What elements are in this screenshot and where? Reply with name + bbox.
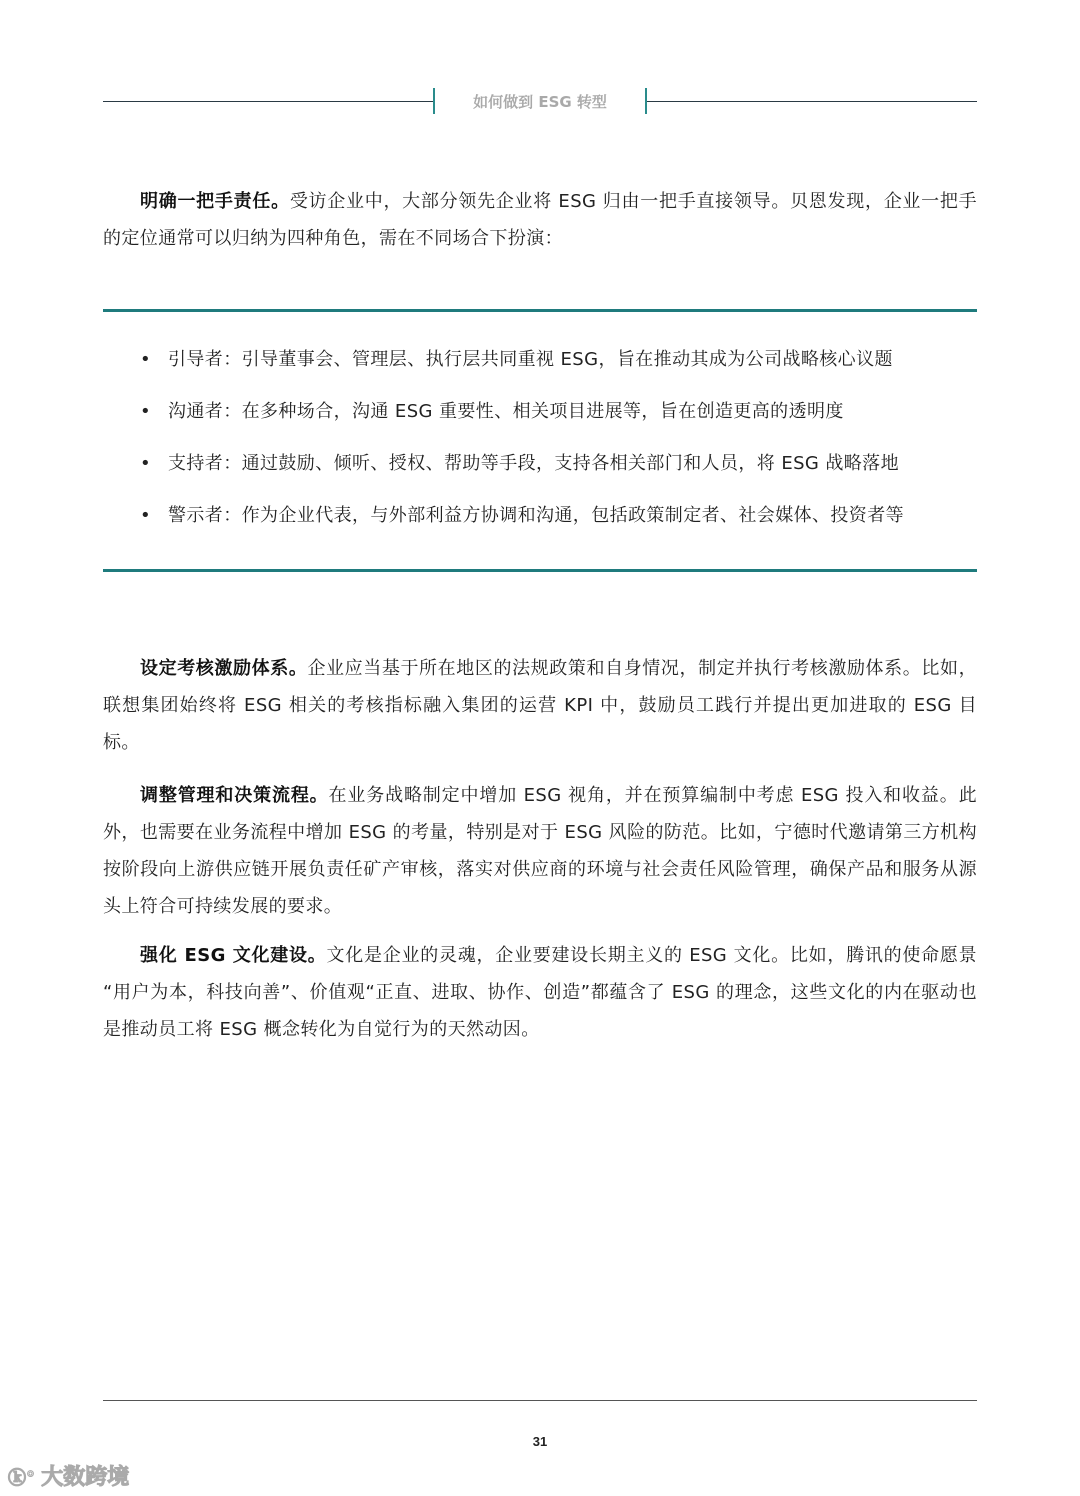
box-rule-top — [103, 309, 977, 312]
paragraph-lead: 调整管理和决策流程。 — [140, 785, 329, 806]
role-list — [140, 340, 980, 548]
bullet-icon: • — [140, 401, 152, 422]
list-item-text: 引导者：引导董事会、管理层、执行层共同重视 ESG，旨在推动其成为公司战略核心议题 — [168, 349, 893, 370]
watermark-text: 大数跨境 — [41, 1465, 130, 1490]
list-item — [140, 392, 980, 444]
bullet-icon: • — [140, 505, 152, 526]
footer-rule — [103, 1400, 977, 1401]
paragraph-text: 企业应当基于所在地区的法规政策和自身情况，制定并执行考核激励体系。比如，联想集团始终将 ESG 相关的考核指标融入集团的运营 KPI 中，鼓励员工践行并提出更加进取的 ESG 目标。 — [103, 658, 977, 753]
header-rule-right — [647, 101, 977, 102]
paragraph-text: 文化是企业的灵魂，企业要建设长期主义的 ESG 文化。比如，腾讯的使命愿景 “用户为本，科技向善”、价值观“正直、进取、协作、创造”都蕴含了 ESG 的理念，这些文化的内在驱动也是推动员工将 ESG 概念转化为自觉行为的天然动因。 — [103, 945, 977, 1040]
paragraph-text: 受访企业中，大部分领先企业将 ESG 归由一把手直接领导。贝恩发现，企业一把手的定位通常可以归纳为四种角色，需在不同场合下扮演： — [103, 191, 977, 249]
watermark-icon: ⓚ° — [8, 1468, 42, 1489]
bullet-icon: • — [140, 453, 152, 474]
list-item-text: 支持者：通过鼓励、倾听、授权、帮助等手段，支持各相关部门和人员，将 ESG 战略落地 — [168, 453, 899, 474]
paragraph-process — [103, 777, 977, 925]
header-tick-left — [433, 88, 435, 114]
header-rule-left — [103, 101, 433, 102]
page-number: 31 — [532, 1434, 548, 1449]
list-item-text: 沟通者：在多种场合，沟通 ESG 重要性、相关项目进展等，旨在创造更高的透明度 — [168, 401, 844, 422]
watermark-logo — [8, 1460, 129, 1491]
list-item — [140, 444, 980, 496]
box-rule-bottom — [103, 569, 977, 572]
paragraph-leadership — [103, 183, 977, 257]
paragraph-incentives — [103, 650, 977, 761]
paragraph-culture — [103, 937, 977, 1048]
list-item — [140, 340, 980, 392]
paragraph-text: 在业务战略制定中增加 ESG 视角，并在预算编制中考虑 ESG 投入和收益。此外，也需要在业务流程中增加 ESG 的考量，特别是对于 ESG 风险的防范。比如，宁德时代邀请第三方机构按阶段向上游供应链开展负责任矿产审核，落实对供应商的环境与社会责任风险管理，确保产品和服务从源头上符合可持续发展的要求。 — [103, 785, 977, 917]
bullet-icon: • — [140, 349, 152, 370]
list-item-text: 警示者：作为企业代表，与外部利益方协调和沟通，包括政策制定者、社会媒体、投资者等 — [168, 505, 904, 526]
paragraph-lead: 强化 ESG 文化建设。 — [140, 945, 327, 966]
list-item — [140, 496, 980, 548]
paragraph-lead: 明确一把手责任。 — [140, 191, 290, 212]
paragraph-lead: 设定考核激励体系。 — [140, 658, 308, 679]
running-header: 如何做到 ESG 转型 — [473, 93, 607, 111]
